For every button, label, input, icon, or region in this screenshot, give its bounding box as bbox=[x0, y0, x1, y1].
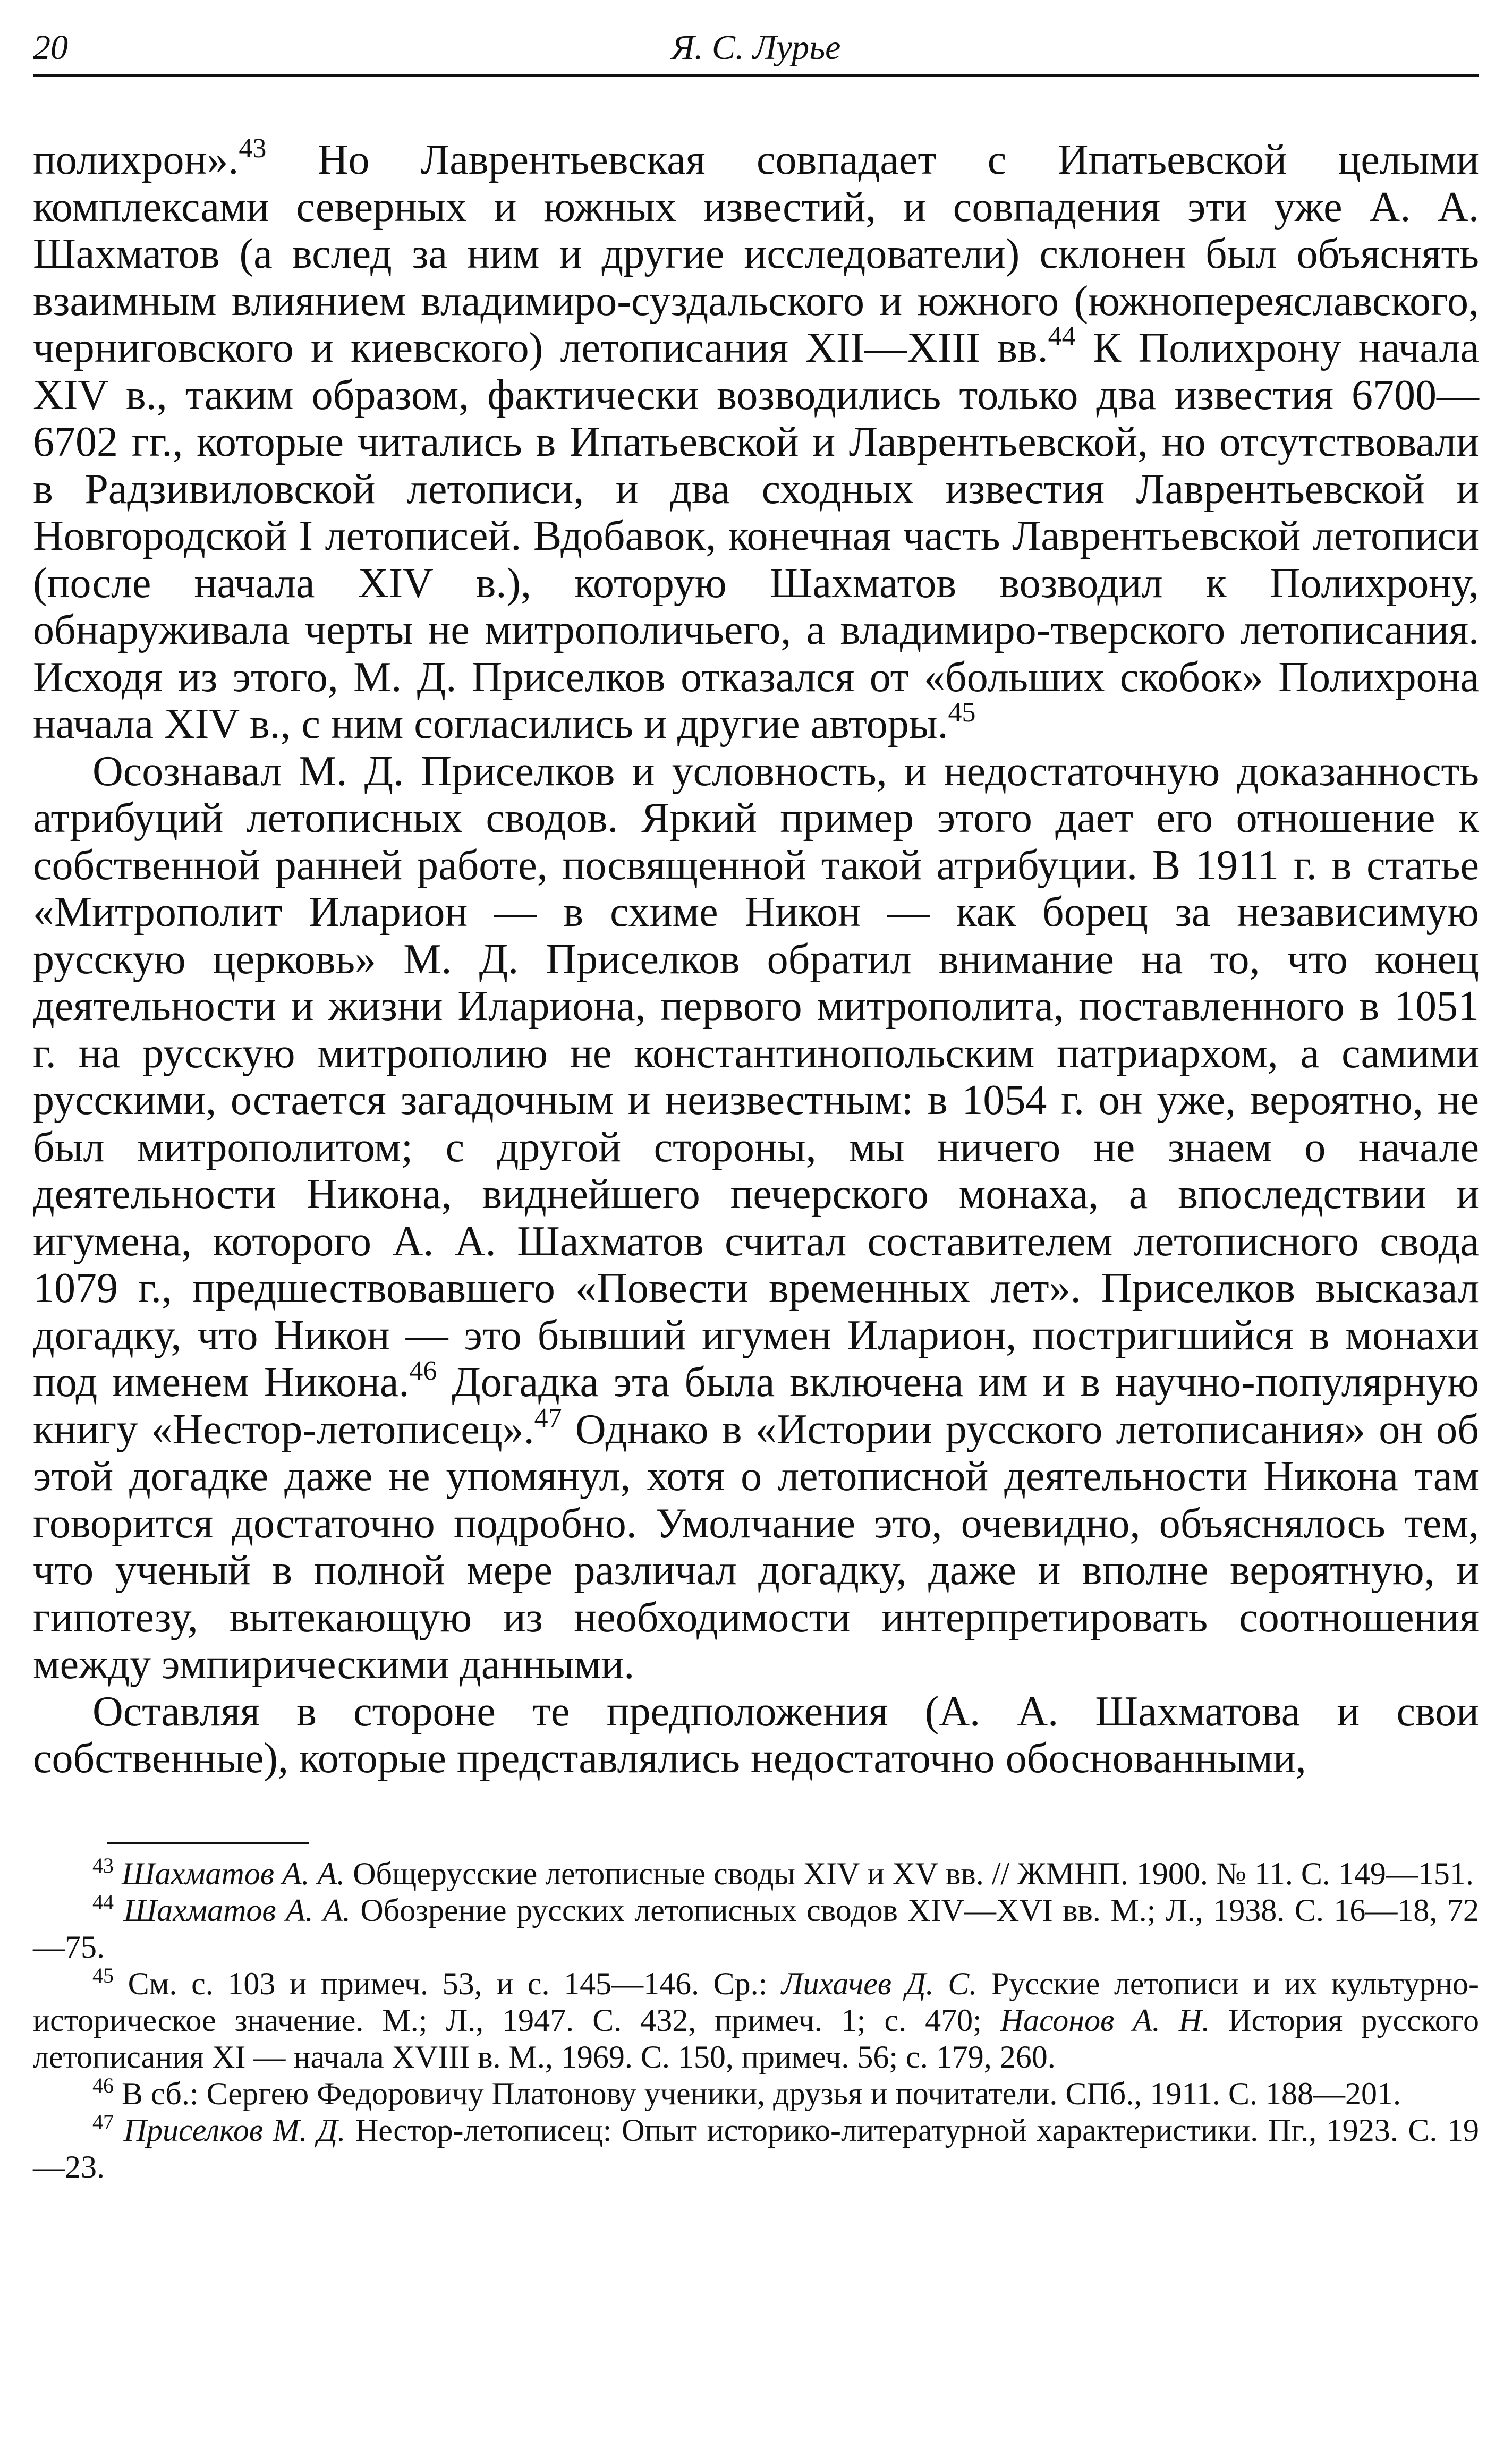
paragraph-text: К Полихрону начала XIV в., таким образом, фактически возводились только два известия 6700—6702 гг., которые читались в Ипатьевской и Лаврентьевской, но отсутствовали в Радзивиловской летописи, и два сходных известия Лаврентьевской и Новгородской I летописей. Вдобавок, конечная часть Лаврентьевской летописи (после начала XIV в.), которую Шахматов возводил к Полихрону, обнаруживала черты не митрополичьего, а владимиро-тверского летописания. Исходя из этого, М. Д. Приселков отказался от «больших скобок» Полихрона начала XIV в., с ним согласились и другие авторы. bbox=[33, 325, 1479, 747]
footnote-47 bbox=[33, 2112, 1479, 2186]
footnote-number: 45 bbox=[92, 1963, 114, 1987]
footnote-46 bbox=[33, 2073, 1479, 2112]
paragraph-text: полихрон». bbox=[33, 137, 239, 183]
footnote-ref: 43 bbox=[239, 133, 267, 164]
footnote-text: Русские летописи и их культурно-историческое значение. М.; Л., 1947. С. 432, примеч. 1; с. 470; bbox=[33, 1966, 1479, 2038]
main-text bbox=[33, 133, 1480, 1782]
footnote-author: Шахматов А. А. bbox=[123, 1892, 351, 1928]
footnote-ref: 47 bbox=[534, 1402, 562, 1433]
paragraph-text: Осознавал М. Д. Приселков и условность, и недостаточную доказанность атрибуций летописных сводов. Яркий пример этого дает его отношение к собственной ранней работе, посвященной такой атрибуции. В 1911 г. в статье «Митрополит Иларион — в схиме Никон — как борец за независимую русскую церковь» М. Д. Приселков обратил внимание на то, что конец деятельности и жизни Илариона, первого митрополита, поставленного в 1051 г. на русскую митрополию не константинопольским патриархом, а самими русскими, остается загадочным и неизвестным: в 1054 г. он уже, вероятно, не был митрополитом; с другой стороны, мы ничего не знаем о начале деятельности Никона, виднейшего печерского монаха, а впоследствии и игумена, которого А. А. Шахматов считал составителем летописного свода 1079 г., предшествовавшего «Повести временных лет». Приселков высказал догадку, что Никон — это бывший игумен Иларион, постригшийся в монахи под именем Никона. bbox=[33, 747, 1479, 1406]
page-number: 20 bbox=[33, 28, 68, 67]
footnote-ref: 46 bbox=[409, 1355, 437, 1386]
paragraph-text: Оставляя в стороне те предположения (А. А. Шахматова и свои собственные), которые представлялись недостаточно обоснованными, bbox=[33, 1688, 1479, 1782]
footnote-number: 44 bbox=[92, 1890, 114, 1914]
footnote-text: В сб.: Сергею Федоровичу Платонову ученики, друзья и почитатели. СПб., 1911. С. 188—201. bbox=[114, 2076, 1401, 2111]
footnote-number: 43 bbox=[92, 1853, 114, 1877]
footnote-number: 47 bbox=[92, 2110, 114, 2134]
footnote-text: Общерусские летописные своды XIV и XV вв. // ЖМНП. 1900. № 11. С. 149—151. bbox=[345, 1856, 1474, 1891]
footnote-author: Лихачев Д. С. bbox=[781, 1966, 978, 2001]
footnotes bbox=[33, 1853, 1479, 2186]
paragraph-text: Догадка эта была включена им и в научно-популярную книгу «Нестор-летописец». bbox=[33, 1359, 1479, 1453]
footnote-43 bbox=[33, 1853, 1479, 1892]
footnote-text: См. с. 103 и примеч. 53, и с. 145—146. Ср.: bbox=[114, 1966, 782, 2001]
paragraph-text: Но Лаврентьевская совпадает с Ипатьевской целыми комплексами северных и южных известий, и совпадения эти уже А. А. Шахматов (а вслед за ним и другие исследователи) склонен был объяснять взаимным влиянием владимиро-суздальского и южного (южнопереяславского, черниговского и киевского) летописания XII—XIII вв. bbox=[33, 137, 1479, 371]
footnote-author: Приселков М. Д. bbox=[123, 2112, 346, 2148]
running-head: Я. С. Лурье bbox=[671, 28, 841, 67]
footnote-text: История русского летописания XI — начала XVIII в. М., 1969. С. 150, примеч. 56; с. 179, 260. bbox=[33, 2002, 1479, 2074]
paragraph-3 bbox=[33, 1688, 1479, 1782]
footnote-author: Насонов А. Н. bbox=[1000, 2002, 1210, 2038]
footnote-ref: 44 bbox=[1048, 321, 1076, 352]
page-header bbox=[33, 23, 1479, 77]
paragraph-1 bbox=[33, 133, 1479, 748]
footnote-divider bbox=[107, 1842, 309, 1844]
footnote-author: Шахматов А. А. bbox=[122, 1856, 345, 1891]
footnote-45 bbox=[33, 1963, 1479, 2076]
footnote-text: Обозрение русских летописных сводов XIV—XVI вв. М.; Л., 1938. С. 16—18, 72—75. bbox=[33, 1892, 1479, 1965]
paragraph-2 bbox=[33, 748, 1479, 1688]
paragraph-text: Однако в «Истории русского летописания» он об этой догадке даже не упомянул, хотя о летописной деятельности Никона там говорится достаточно подробно. Умолчание это, очевидно, объяснялось тем, что ученый в полной мере различал догадку, даже и вполне вероятную, и гипотезу, вытекающую из необходимости интерпретировать соотношения между эмпирическими данными. bbox=[33, 1406, 1480, 1688]
footnote-number: 46 bbox=[92, 2073, 114, 2097]
footnote-ref: 45 bbox=[948, 697, 976, 728]
book-page bbox=[33, 23, 1479, 2186]
footnote-text: Нестор-летописец: Опыт историко-литературной характеристики. Пг., 1923. С. 19—23. bbox=[33, 2112, 1479, 2184]
footnote-44 bbox=[33, 1892, 1479, 1966]
